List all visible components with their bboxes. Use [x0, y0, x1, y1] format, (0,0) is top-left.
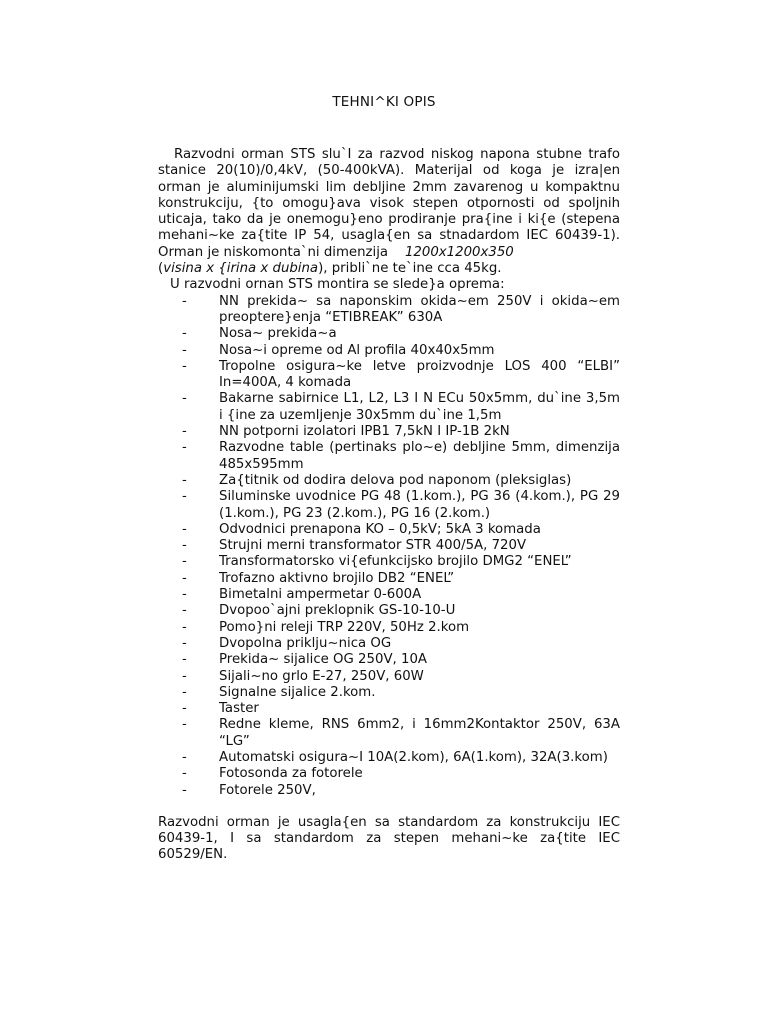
list-bullet: -: [182, 358, 187, 374]
list-item-text: Razvodne table (pertinaks plo~e) debljine 5mm, dimenzija 485x595mm: [219, 440, 620, 472]
list-item-text: Nosa~i opreme od Al profila 40x40x5mm: [219, 342, 495, 358]
list-item-text: Dvopoo`ajni preklopnik GS-10-10-U: [219, 603, 456, 619]
list-item-text: Odvodnici prenapona KO – 0,5kV; 5kA 3 komada: [219, 521, 541, 537]
list-item-text: Fotosonda za fotorele: [219, 766, 363, 782]
list-bullet: -: [182, 603, 187, 619]
list-bullet: -: [182, 619, 187, 635]
list-bullet: -: [182, 538, 187, 554]
list-item-text: Trofazno aktivno brojilo DB2 “ENEL”: [219, 570, 455, 586]
list-item: [158, 766, 620, 782]
list-item: [158, 522, 620, 538]
list-item-text: NN potporni izolatori IPB1 7,5kN I IP-1B 2kN: [219, 424, 510, 440]
list-item-text: Dvopolna priklju~nica OG: [219, 635, 392, 651]
list-bullet: -: [182, 293, 187, 309]
list-item: [158, 587, 620, 603]
list-item-text: Signalne sijalice 2.kom.: [219, 684, 376, 700]
list-item: [158, 538, 620, 554]
intro-text: Razvodni orman STS slu`I za razvod niskog napona stubne trafo stanice 20(10)/0,4kV, (50-400kVA). Materijal od koga je izra|en orman je aluminijumski lim debljine 2mm zavarenog u kompaktnu konstrukciju, {to omogu}ava visok stepen otpornosti od spoljnih uticaja, tako da je onemogu}eno prodiranje pra{ine i ki{e (stepena mehani~ke za{tite IP 54, usagla{en sa stnadardom IEC 60439-1). Orman je niskomonta`ni dimenzija: [158, 147, 620, 260]
list-bullet: -: [182, 391, 187, 407]
list-item-text: Bimetalni ampermetar 0-600A: [219, 587, 422, 603]
list-item-text: Siluminske uvodnice PG 48 (1.kom.), PG 36 (4.kom.), PG 29 (1.kom.), PG 23 (2.kom.), PG 16 (2.kom.): [219, 489, 620, 521]
list-item-text: Redne kleme, RNS 6mm2, i 16mm2Kontaktor 250V, 63A “LG”: [219, 717, 620, 749]
list-item-text: Za{titnik od dodira delova pod naponom (pleksiglas): [219, 472, 572, 488]
list-item-text: Automatski osigura~I 10A(2.kom), 6A(1.kom), 32A(3.kom): [219, 749, 608, 765]
list-bullet: -: [182, 489, 187, 505]
list-item: [158, 636, 620, 652]
equipment-list-lead: U razvodni ornan STS montira se slede}a oprema:: [170, 277, 505, 293]
list-bullet: -: [182, 635, 187, 651]
list-item-text: Taster: [219, 701, 259, 717]
list-item: [158, 701, 620, 717]
list-item: [158, 359, 620, 392]
list-bullet: -: [182, 554, 187, 570]
list-item: [158, 489, 620, 522]
list-item-text: Fotorele 250V,: [219, 782, 316, 798]
list-item: [158, 440, 620, 473]
document-title: TEHNI^KI OPIS: [332, 94, 436, 110]
list-bullet: -: [182, 342, 187, 358]
list-bullet: -: [182, 717, 187, 733]
intro-text-end: ), pribli`ne te`ine cca 45kg.: [318, 261, 502, 277]
list-bullet: -: [182, 668, 187, 684]
list-item: [158, 669, 620, 685]
list-item: [158, 424, 620, 440]
dimensions-label: visina x {irina x dubina: [163, 261, 319, 277]
list-bullet: -: [182, 424, 187, 440]
equipment-list: [158, 294, 620, 799]
list-item-text: Prekida~ sijalice OG 250V, 10A: [219, 652, 428, 668]
list-item: [158, 473, 620, 489]
list-item-text: Nosa~ prekida~a: [219, 326, 337, 342]
intro-paragraph: Razvodni orman STS slu`I za razvod niskog napona stubne trafo stanice 20(10)/0,4kV, (50-400kVA). Materijal od koga je izra|en orman je aluminijumski lim debljine 2mm zavarenog u kompaktnu konstrukciju, {to omogu}ava visok stepen otpornosti od spoljnih uticaja, tako da je onemogu}eno prodiranje pra{ine i ki{e (stepena mehani~ke za{tite IP 54, usagla{en sa stnadardom IEC 60439-1). Orman je niskomonta`ni dimenzija 1200x1200x350 (visina x {irina x dubina), pribli`ne te`ine cca 45kg.: [158, 147, 620, 277]
list-item: [158, 620, 620, 636]
list-bullet: -: [182, 684, 187, 700]
list-item: [158, 652, 620, 668]
list-item: [158, 717, 620, 750]
list-item: [158, 783, 620, 799]
list-bullet: -: [182, 326, 187, 342]
closing-paragraph: Razvodni orman je usagla{en sa standardom za konstrukciju IEC 60439-1, I sa standardom za stepen mehani~ke za{tite IEC 60529/EN.: [158, 814, 620, 863]
list-item-text: Transformatorsko vi{efunkcijsko brojilo DMG2 “ENEL”: [219, 554, 572, 570]
list-bullet: -: [182, 587, 187, 603]
list-item-text: Strujni merni transformator STR 400/5A, 720V: [219, 538, 527, 554]
list-item-text: Bakarne sabirnice L1, L2, L3 I N ECu 50x5mm, du`ine 3,5m i {ine za uzemljenje 30x5mm du`ine 1,5m: [219, 391, 620, 423]
list-bullet: -: [182, 521, 187, 537]
list-item: [158, 571, 620, 587]
list-bullet: -: [182, 652, 187, 668]
list-bullet: -: [182, 701, 187, 717]
list-item: [158, 343, 620, 359]
list-bullet: -: [182, 570, 187, 586]
dimensions-value: 1200x1200x350: [404, 244, 514, 260]
list-item: [158, 685, 620, 701]
list-item: [158, 603, 620, 619]
list-bullet: -: [182, 766, 187, 782]
list-bullet: -: [182, 440, 187, 456]
list-item: [158, 554, 620, 570]
list-bullet: -: [182, 472, 187, 488]
list-item-text: Pomo}ni releji TRP 220V, 50Hz 2.kom: [219, 619, 470, 635]
document-body: [158, 147, 620, 864]
list-bullet: -: [182, 782, 187, 798]
list-item-text: Tropolne osigura~ke letve proizvodnje LOS 400 “ELBI” In=400A, 4 komada: [219, 358, 620, 391]
list-item: [158, 750, 620, 766]
list-item: [158, 391, 620, 424]
list-item-text: NN prekida~ sa naponskim okida~em 250V i okida~em preoptere}enja “ETIBREAK” 630A: [219, 293, 620, 325]
list-item-text: Sijali~no grlo E-27, 250V, 60W: [219, 668, 424, 684]
list-item: [158, 294, 620, 327]
list-bullet: -: [182, 749, 187, 765]
list-item: [158, 326, 620, 342]
